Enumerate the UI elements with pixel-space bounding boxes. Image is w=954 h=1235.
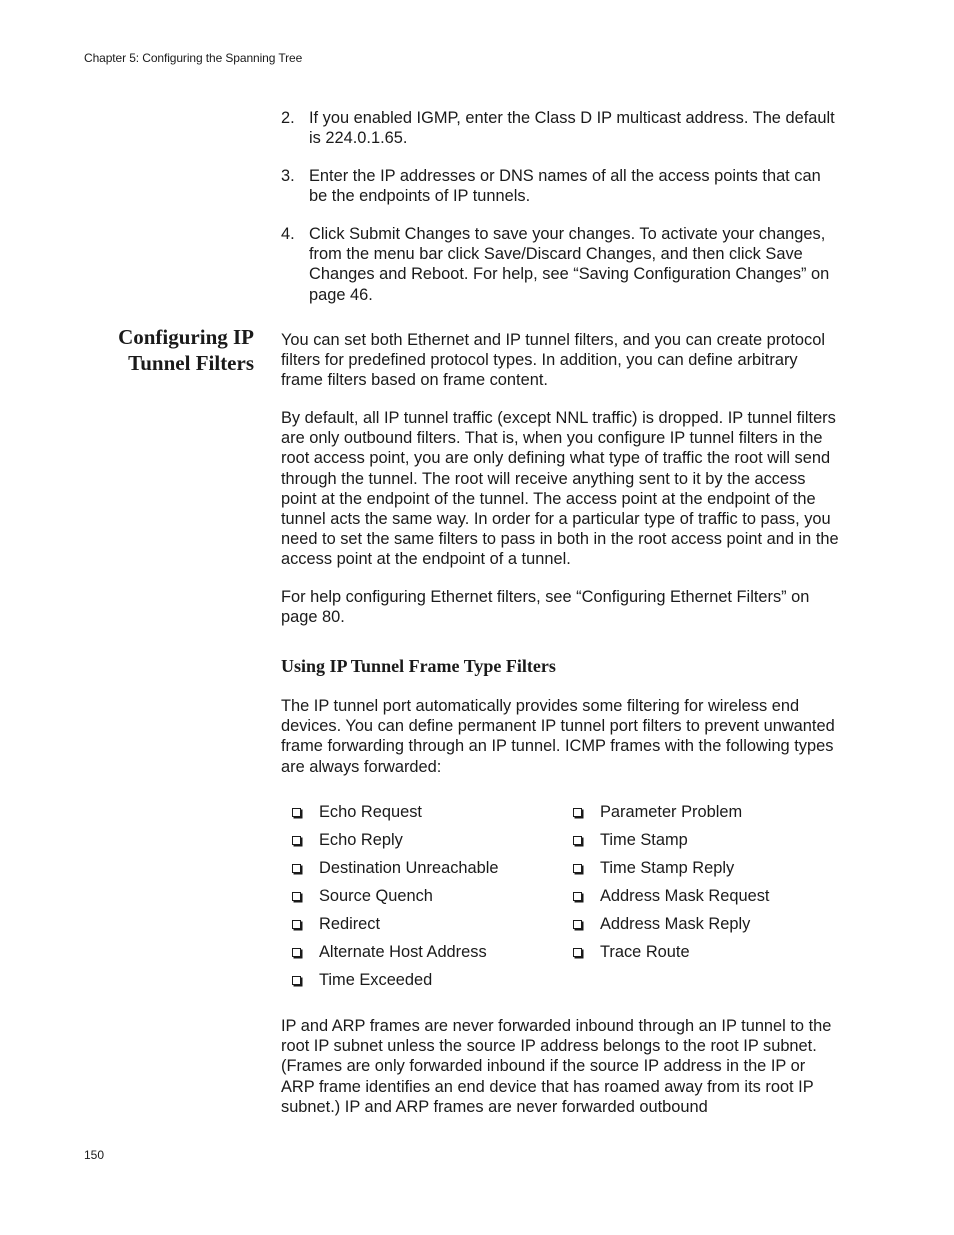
bullet-text: Time Exceeded [319, 971, 433, 989]
checkbox-bullet-icon [573, 836, 582, 845]
bullet-text: Address Mask Reply [600, 915, 751, 933]
checkbox-bullet-icon [573, 948, 582, 957]
checkbox-bullet-icon [292, 808, 301, 817]
running-head: Chapter 5: Configuring the Spanning Tree [84, 51, 303, 65]
section-heading-line: Tunnel Filters [128, 350, 254, 375]
step-number: 4. [281, 225, 295, 243]
bullet-text: Time Stamp [600, 831, 688, 849]
section-heading-line: Configuring IP [118, 325, 254, 349]
bullet-text: Time Stamp Reply [600, 859, 735, 877]
bullet-text: Trace Route [600, 943, 690, 961]
bullet-text: Source Quench [319, 887, 433, 905]
checkbox-bullet-icon [292, 864, 301, 873]
subsection-intro: The IP tunnel port automatically provides some filtering for wireless end devices. You can define permanent IP tunnel port filters to prevent unwanted frame forwarding through an IP tunnel. ICMP frames with the following types are always forwarded: [281, 697, 835, 776]
bullet-text: Address Mask Request [600, 887, 770, 905]
step-text: Click Submit Changes to save your changes. To activate your changes, from the menu bar click Save/Discard Changes, and then click Save Changes and Reboot. For help, see “Saving Configuration Changes” on page 46. [309, 225, 830, 304]
bullet-text: Redirect [319, 915, 381, 933]
step-text: If you enabled IGMP, enter the Class D IP multicast address. The default is 224.0.1.65. [309, 109, 835, 148]
step-number: 2. [281, 109, 295, 127]
bullet-text: Parameter Problem [600, 803, 743, 821]
section-paragraph: You can set both Ethernet and IP tunnel filters, and you can create protocol filters for predefined protocol types. In addition, you can define arbitrary frame filters based on frame content. [281, 331, 825, 390]
bullet-text: Alternate Host Address [319, 943, 487, 961]
checkbox-bullet-icon [573, 808, 582, 817]
checkbox-bullet-icon [292, 976, 301, 985]
bullet-text: Echo Reply [319, 831, 403, 849]
section-heading [84, 325, 254, 376]
checkbox-bullet-icon [292, 948, 301, 957]
section-paragraph: For help configuring Ethernet filters, see “Configuring Ethernet Filters” on page 80. [281, 588, 810, 627]
checkbox-bullet-icon [292, 892, 301, 901]
subsection-heading: Using IP Tunnel Frame Type Filters [281, 656, 556, 676]
bullet-text: Destination Unreachable [319, 859, 499, 877]
checkbox-bullet-icon [292, 920, 301, 929]
checkbox-bullet-icon [573, 920, 582, 929]
step-number: 3. [281, 167, 295, 185]
checkbox-bullet-icon [573, 892, 582, 901]
bullet-text: Echo Request [319, 803, 422, 821]
closing-paragraph: IP and ARP frames are never forwarded inbound through an IP tunnel to the root IP subnet unless the source IP address belongs to the root IP subnet. (Frames are only forwarded inbound if the source IP address in the IP or ARP frame identifies an end device that has roamed away from its root IP subnet.) IP and ARP frames are never forwarded outbound [281, 1017, 832, 1116]
checkbox-bullet-icon [292, 836, 301, 845]
step-text: Enter the IP addresses or DNS names of all the access points that can be the endpoints of IP tunnels. [309, 167, 821, 206]
checkbox-bullet-icon [573, 864, 582, 873]
section-paragraph: By default, all IP tunnel traffic (except NNL traffic) is dropped. IP tunnel filters are only outbound filters. That is, when you configure IP tunnel filters in the root access point, you are only defining what type of traffic the root will send through the tunnel. The root will receive anything sent to it by the access point at the endpoint of the tunnel. The access point at the endpoint of the tunnel acts the same way. In order for a particular type of traffic to pass, you need to set the same filters to pass in both in the root access point and in the access point at the endpoint of a tunnel. [281, 409, 839, 569]
page-number: 150 [84, 1148, 105, 1162]
